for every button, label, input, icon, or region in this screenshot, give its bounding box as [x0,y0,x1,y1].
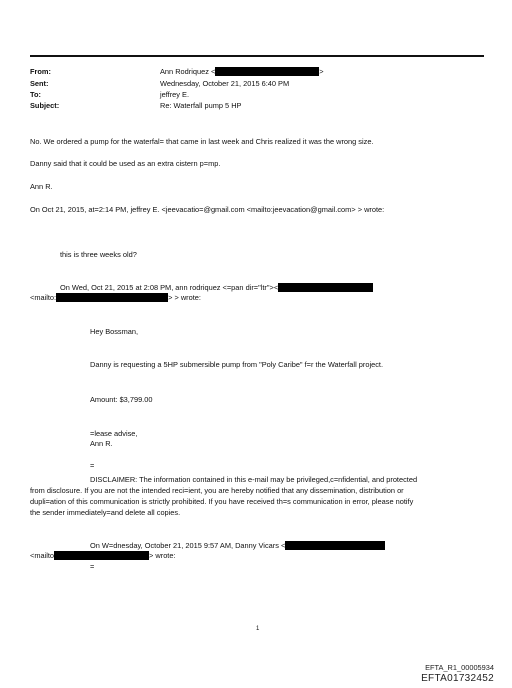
header-rule [30,55,484,57]
body-line-1: No. We ordered a pump for the waterfal= that came in last week and Chris realized it was the wrong size. [30,137,374,146]
quote-header-2b [30,293,201,302]
quote-header-3b [30,551,176,560]
to-value: jeffrey E. [160,90,190,99]
redaction-bar [54,551,149,560]
redaction-bar [215,67,319,76]
quote-header-3a [90,541,385,550]
redaction-bar [56,293,168,302]
equals-marker-1: = [90,461,95,470]
disclaimer-line-1: DISCLAIMER: The information contained in this e-mail may be privileged,c=nfidential, and protected [90,475,418,484]
equals-marker-2: = [90,562,95,571]
sent-value: Wednesday, October 21, 2015 6:40 PM [160,79,290,88]
amount-line: Amount: $3,799.00 [90,395,153,404]
greeting: Hey Bossman, [90,327,139,336]
footer-id-1: EFTA_R1_00005934 [425,663,494,672]
request-line: Danny is requesting a 5HP submersible pump from "Poly Caribe" f=r the Waterfall project. [90,360,383,369]
from-label: From: [30,67,51,76]
body-line-2: Danny said that it could be used as an extra cistern p=mp. [30,159,221,168]
signature-1: Ann R. [30,182,53,191]
disclaimer-line-3: dupli=ation of this communication is strictly prohibited. If you have received th=s communication in error, please notify [30,497,414,506]
signature-2: Ann R. [90,439,113,448]
disclaimer-line-4: the sender immediately=and delete all copies. [30,508,181,517]
from-value [160,67,324,76]
from-name: Ann Rodriquez < [160,67,216,76]
to-label: To: [30,90,41,99]
quote-header-2a [60,283,373,292]
page-number: 1 [256,626,260,632]
jeff-message: this is three weeks old? [60,250,137,259]
mailto-suffix: > wrote: [149,551,176,560]
subject-label: Subject: [30,101,60,110]
mailto-prefix: <mailto [30,551,55,560]
redaction-bar [278,283,373,292]
subject-value: Re: Waterfall pump 5 HP [160,101,242,110]
redaction-bar [285,541,385,550]
quote-header-1: On Oct 21, 2015, at=2:14 PM, jeffrey E. <jeevacatio=@gmail.com <mailto:jeevacation@gmail.com> > wrote: [30,205,385,214]
from-tail: > [319,67,324,76]
disclaimer-line-2: from disclosure. If you are not the intended reci=ient, you are hereby notified that any dissemination, distribution or [30,486,404,495]
advise-line: =lease advise, [90,429,138,438]
sent-label: Sent: [30,79,49,88]
mailto-suffix: > > wrote: [168,293,201,302]
mailto-prefix: <mailto: [30,293,57,302]
quote-header-3a-text: On W=dnesday, October 21, 2015 9:57 AM, Danny Vicars < [90,541,286,550]
footer-id-2: EFTA01732452 [421,673,494,684]
quote-header-2a-text: On Wed, Oct 21, 2015 at 2:08 PM, ann rodriquez <=pan dir="ltr">< [60,283,279,292]
